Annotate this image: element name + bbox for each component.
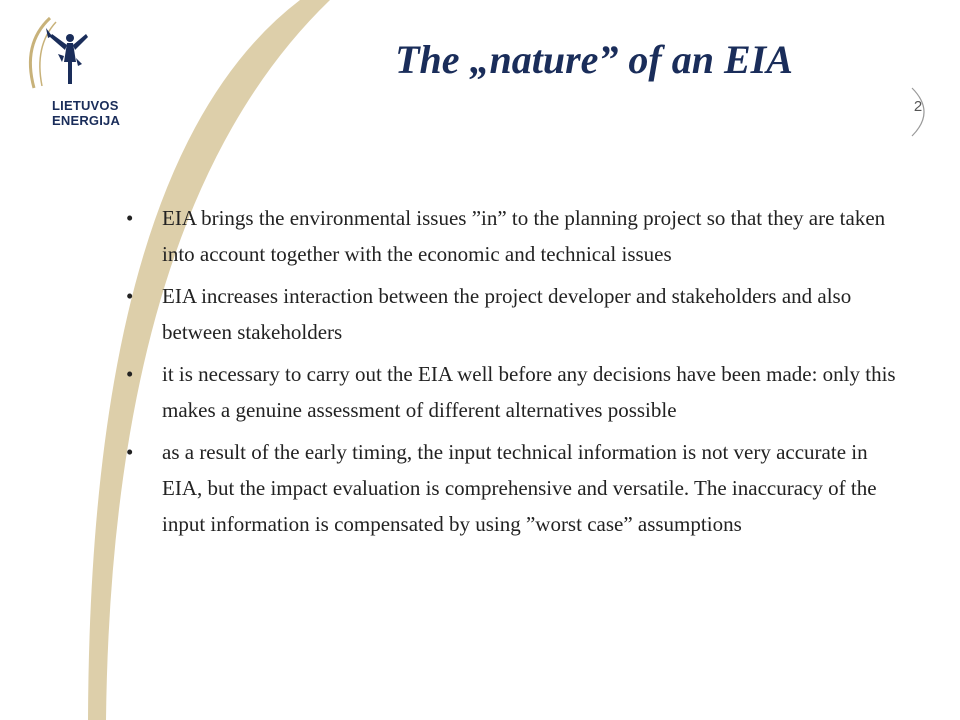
logo-line-2: ENERGIJA: [52, 113, 121, 128]
bullet-text: it is necessary to carry out the EIA well before any decisions have been made: only this makes a genuine assessment of different alternatives possible: [162, 362, 896, 422]
bullet-text: as a result of the early timing, the input technical information is not very accurate in EIA, but the impact evaluation is comprehensive and versatile. The inaccuracy of the input information is compensated by using ”worst case” assumptions: [162, 440, 877, 536]
logo-line-1: LIETUVOS: [52, 98, 119, 113]
list-item: [126, 278, 896, 350]
bullet-icon: •: [126, 206, 134, 230]
bullet-text: EIA increases interaction between the project developer and stakeholders and also between stakeholders: [162, 284, 852, 344]
bullet-icon: •: [126, 284, 134, 308]
page-number: 2: [913, 98, 923, 115]
list-item: [126, 434, 896, 542]
list-item: [126, 356, 896, 428]
bullet-list: [126, 200, 896, 548]
logo-wordmark: [52, 98, 120, 128]
bullet-text: EIA brings the environmental issues ”in” to the planning project so that they are taken into account together with the economic and technical issues: [162, 206, 886, 266]
bullet-icon: •: [126, 440, 134, 464]
slide-title: The „nature” of an EIA: [395, 37, 793, 82]
list-item: [126, 200, 896, 272]
bullet-icon: •: [126, 362, 134, 386]
